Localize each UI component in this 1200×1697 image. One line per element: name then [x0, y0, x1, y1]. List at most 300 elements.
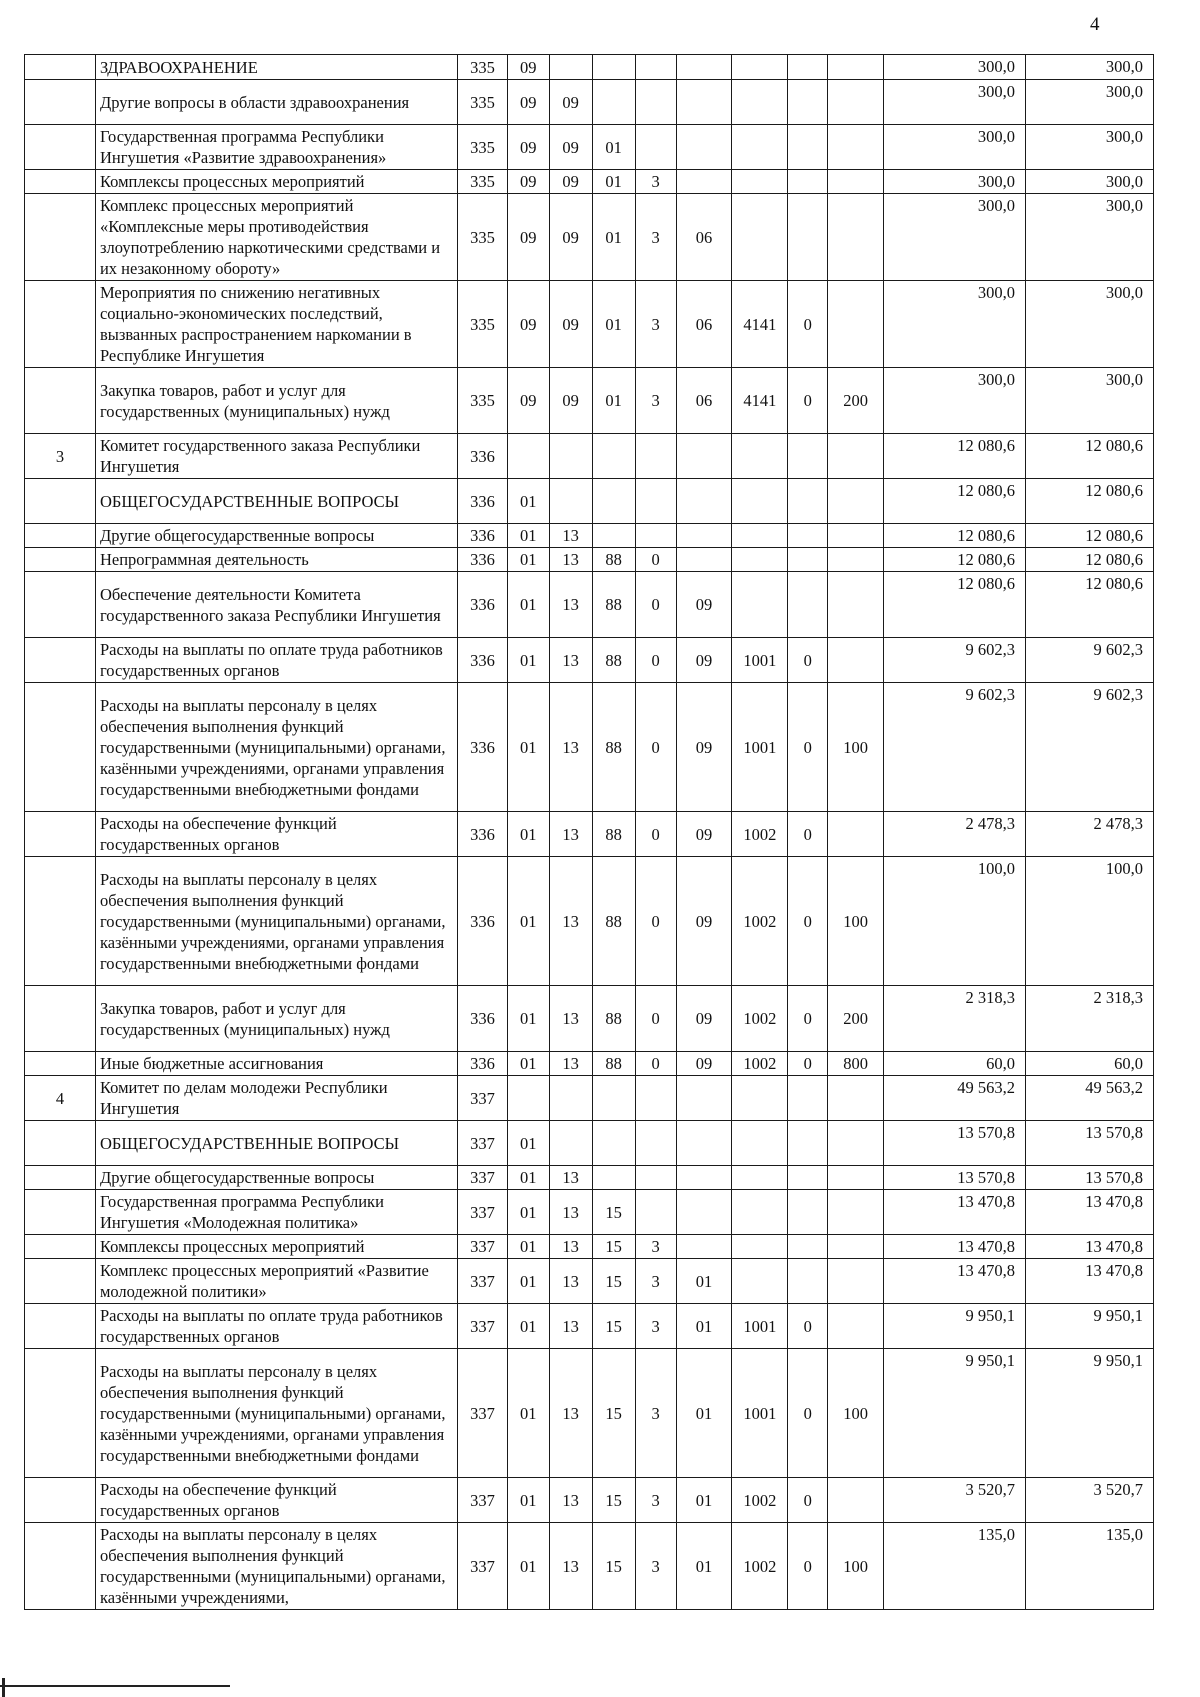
code-cell: 15: [592, 1523, 635, 1610]
amount-2: 2 478,3: [1025, 812, 1153, 857]
code-cell: [788, 479, 828, 524]
code-cell: 1002: [732, 1478, 788, 1523]
code-cell: [676, 479, 732, 524]
code-cell: 13: [549, 1052, 592, 1076]
code-cell: 13: [549, 812, 592, 857]
table-row: [25, 194, 1154, 281]
code-cell: 01: [676, 1259, 732, 1304]
code-cell: 09: [549, 80, 592, 125]
code-cell: 01: [592, 194, 635, 281]
row-name: Обеспечение деятельности Комитета государственного заказа Республики Ингушетия: [95, 572, 457, 638]
code-cell: [788, 170, 828, 194]
code-cell: [676, 548, 732, 572]
code-cell: [788, 572, 828, 638]
code-cell: 1001: [732, 1349, 788, 1478]
code-cell: 337: [458, 1166, 507, 1190]
row-name: Расходы на обеспечение функций государственных органов: [95, 812, 457, 857]
code-cell: 01: [592, 125, 635, 170]
code-cell: [635, 125, 676, 170]
code-cell: 13: [549, 986, 592, 1052]
code-cell: [676, 524, 732, 548]
code-cell: 09: [507, 125, 549, 170]
code-cell: [549, 434, 592, 479]
code-cell: [828, 524, 884, 548]
code-cell: 06: [676, 281, 732, 368]
code-cell: 1002: [732, 1523, 788, 1610]
table-row: [25, 812, 1154, 857]
amount-2: 13 570,8: [1025, 1121, 1153, 1166]
code-cell: [788, 55, 828, 80]
code-cell: 09: [507, 80, 549, 125]
code-cell: 1002: [732, 857, 788, 986]
amount-1: 300,0: [884, 194, 1026, 281]
code-cell: [828, 812, 884, 857]
code-cell: 13: [549, 1190, 592, 1235]
code-cell: 336: [458, 857, 507, 986]
code-cell: [592, 524, 635, 548]
code-cell: 15: [592, 1190, 635, 1235]
code-cell: [828, 1076, 884, 1121]
code-cell: 01: [507, 638, 549, 683]
table-row: [25, 524, 1154, 548]
row-index: [25, 125, 96, 170]
code-cell: 0: [788, 1304, 828, 1349]
table-row: [25, 170, 1154, 194]
scan-edge-line: [0, 1685, 230, 1687]
amount-1: 12 080,6: [884, 479, 1026, 524]
code-cell: [828, 1259, 884, 1304]
code-cell: 0: [788, 812, 828, 857]
row-index: [25, 812, 96, 857]
code-cell: [635, 1190, 676, 1235]
row-index: [25, 1523, 96, 1610]
row-name: Расходы на выплаты по оплате труда работников государственных органов: [95, 1304, 457, 1349]
code-cell: 3: [635, 1349, 676, 1478]
row-index: [25, 524, 96, 548]
code-cell: 335: [458, 55, 507, 80]
amount-1: 2 318,3: [884, 986, 1026, 1052]
code-cell: [732, 170, 788, 194]
row-name: Расходы на выплаты персоналу в целях обеспечения выполнения функций государственными (муниципальными) органами, казёнными учреждениями, органами управления государственными внебюджетными фондами: [95, 1349, 457, 1478]
code-cell: 13: [549, 548, 592, 572]
code-cell: [788, 434, 828, 479]
code-cell: 3: [635, 170, 676, 194]
code-cell: 337: [458, 1190, 507, 1235]
table-row: [25, 1121, 1154, 1166]
code-cell: [788, 548, 828, 572]
table-row: [25, 80, 1154, 125]
code-cell: [788, 524, 828, 548]
code-cell: 337: [458, 1121, 507, 1166]
table-row: [25, 1190, 1154, 1235]
code-cell: [676, 1190, 732, 1235]
code-cell: 0: [635, 548, 676, 572]
amount-1: 300,0: [884, 55, 1026, 80]
code-cell: 200: [828, 986, 884, 1052]
code-cell: 0: [788, 1349, 828, 1478]
code-cell: 01: [507, 572, 549, 638]
amount-1: 13 470,8: [884, 1259, 1026, 1304]
amount-1: 9 602,3: [884, 638, 1026, 683]
code-cell: [676, 1235, 732, 1259]
code-cell: 3: [635, 194, 676, 281]
amount-1: 300,0: [884, 368, 1026, 434]
code-cell: [732, 194, 788, 281]
code-cell: 88: [592, 812, 635, 857]
code-cell: [828, 572, 884, 638]
table-row: [25, 1076, 1154, 1121]
code-cell: 0: [635, 812, 676, 857]
row-name: Другие общегосударственные вопросы: [95, 1166, 457, 1190]
table-row: [25, 638, 1154, 683]
code-cell: 88: [592, 857, 635, 986]
code-cell: [828, 479, 884, 524]
code-cell: 337: [458, 1235, 507, 1259]
row-name: ЗДРАВООХРАНЕНИЕ: [95, 55, 457, 80]
table-row: [25, 1478, 1154, 1523]
table-row: [25, 1304, 1154, 1349]
code-cell: [732, 1166, 788, 1190]
table-row: [25, 281, 1154, 368]
code-cell: 09: [549, 170, 592, 194]
amount-2: 300,0: [1025, 170, 1153, 194]
amount-1: 2 478,3: [884, 812, 1026, 857]
code-cell: 13: [549, 1235, 592, 1259]
code-cell: 13: [549, 1478, 592, 1523]
code-cell: [592, 55, 635, 80]
code-cell: [635, 524, 676, 548]
code-cell: 1002: [732, 1052, 788, 1076]
code-cell: 100: [828, 683, 884, 812]
row-index: [25, 170, 96, 194]
amount-2: 12 080,6: [1025, 524, 1153, 548]
code-cell: [732, 1259, 788, 1304]
code-cell: [828, 80, 884, 125]
code-cell: 0: [788, 638, 828, 683]
amount-2: 9 602,3: [1025, 638, 1153, 683]
code-cell: [732, 1190, 788, 1235]
table-row: [25, 1166, 1154, 1190]
code-cell: [788, 1235, 828, 1259]
code-cell: 01: [507, 1304, 549, 1349]
page-number: 4: [1090, 14, 1100, 35]
table-row: [25, 857, 1154, 986]
table-row: [25, 1235, 1154, 1259]
code-cell: 336: [458, 1052, 507, 1076]
code-cell: 335: [458, 125, 507, 170]
code-cell: [676, 80, 732, 125]
code-cell: 09: [549, 125, 592, 170]
amount-1: 13 570,8: [884, 1121, 1026, 1166]
code-cell: [676, 125, 732, 170]
amount-1: 9 950,1: [884, 1349, 1026, 1478]
row-index: [25, 80, 96, 125]
amount-2: 13 470,8: [1025, 1190, 1153, 1235]
code-cell: 3: [635, 281, 676, 368]
code-cell: [788, 125, 828, 170]
code-cell: [732, 55, 788, 80]
code-cell: [635, 80, 676, 125]
code-cell: [592, 434, 635, 479]
row-index: [25, 1304, 96, 1349]
code-cell: 337: [458, 1076, 507, 1121]
amount-1: 9 950,1: [884, 1304, 1026, 1349]
amount-2: 9 950,1: [1025, 1304, 1153, 1349]
code-cell: 09: [507, 170, 549, 194]
code-cell: 335: [458, 170, 507, 194]
code-cell: 3: [635, 1304, 676, 1349]
code-cell: 0: [635, 683, 676, 812]
code-cell: 336: [458, 812, 507, 857]
code-cell: 88: [592, 548, 635, 572]
code-cell: 15: [592, 1478, 635, 1523]
code-cell: [676, 1166, 732, 1190]
code-cell: [732, 524, 788, 548]
code-cell: 13: [549, 1304, 592, 1349]
code-cell: 13: [549, 1259, 592, 1304]
amount-2: 3 520,7: [1025, 1478, 1153, 1523]
code-cell: [788, 1190, 828, 1235]
amount-2: 12 080,6: [1025, 479, 1153, 524]
code-cell: [676, 434, 732, 479]
code-cell: 15: [592, 1304, 635, 1349]
code-cell: 01: [507, 1478, 549, 1523]
row-index: 3: [25, 434, 96, 479]
code-cell: 09: [676, 638, 732, 683]
amount-2: 13 570,8: [1025, 1166, 1153, 1190]
amount-2: 12 080,6: [1025, 572, 1153, 638]
row-index: [25, 1349, 96, 1478]
code-cell: [592, 479, 635, 524]
code-cell: [635, 434, 676, 479]
row-index: [25, 986, 96, 1052]
code-cell: 01: [507, 857, 549, 986]
code-cell: 335: [458, 368, 507, 434]
code-cell: 13: [549, 572, 592, 638]
code-cell: [507, 434, 549, 479]
code-cell: [828, 55, 884, 80]
code-cell: 336: [458, 434, 507, 479]
code-cell: [592, 1121, 635, 1166]
amount-1: 13 570,8: [884, 1166, 1026, 1190]
code-cell: [732, 572, 788, 638]
amount-2: 2 318,3: [1025, 986, 1153, 1052]
amount-1: 12 080,6: [884, 572, 1026, 638]
code-cell: [676, 1076, 732, 1121]
code-cell: [828, 1121, 884, 1166]
code-cell: 337: [458, 1478, 507, 1523]
amount-2: 300,0: [1025, 281, 1153, 368]
amount-1: 60,0: [884, 1052, 1026, 1076]
code-cell: 336: [458, 683, 507, 812]
code-cell: [788, 80, 828, 125]
row-name: Другие общегосударственные вопросы: [95, 524, 457, 548]
code-cell: 13: [549, 524, 592, 548]
amount-2: 300,0: [1025, 125, 1153, 170]
code-cell: 4141: [732, 281, 788, 368]
row-name: Комитет государственного заказа Республики Ингушетия: [95, 434, 457, 479]
row-index: [25, 1166, 96, 1190]
code-cell: 3: [635, 1478, 676, 1523]
code-cell: [592, 1166, 635, 1190]
row-index: 4: [25, 1076, 96, 1121]
code-cell: [828, 434, 884, 479]
code-cell: 01: [507, 479, 549, 524]
code-cell: 15: [592, 1349, 635, 1478]
row-index: [25, 194, 96, 281]
code-cell: 01: [507, 524, 549, 548]
scan-edge-mark: [2, 1678, 5, 1697]
code-cell: 1001: [732, 1304, 788, 1349]
code-cell: 01: [507, 812, 549, 857]
table-row: [25, 683, 1154, 812]
code-cell: 01: [507, 1121, 549, 1166]
row-name: Комплексы процессных мероприятий: [95, 1235, 457, 1259]
code-cell: [592, 1076, 635, 1121]
amount-2: 100,0: [1025, 857, 1153, 986]
code-cell: 335: [458, 281, 507, 368]
row-name: Расходы на выплаты по оплате труда работников государственных органов: [95, 638, 457, 683]
row-name: Закупка товаров, работ и услуг для государственных (муниципальных) нужд: [95, 368, 457, 434]
code-cell: 09: [676, 986, 732, 1052]
code-cell: 3: [635, 1259, 676, 1304]
code-cell: [732, 80, 788, 125]
row-name: Государственная программа Республики Ингушетия «Развитие здравоохранения»: [95, 125, 457, 170]
code-cell: 13: [549, 683, 592, 812]
code-cell: [676, 1121, 732, 1166]
code-cell: 01: [507, 1190, 549, 1235]
amount-2: 60,0: [1025, 1052, 1153, 1076]
code-cell: 1002: [732, 812, 788, 857]
row-name: ОБЩЕГОСУДАРСТВЕННЫЕ ВОПРОСЫ: [95, 479, 457, 524]
code-cell: [549, 55, 592, 80]
code-cell: 335: [458, 194, 507, 281]
code-cell: 1002: [732, 986, 788, 1052]
code-cell: [732, 1235, 788, 1259]
code-cell: 336: [458, 986, 507, 1052]
code-cell: 3: [635, 1523, 676, 1610]
code-cell: 3: [635, 1235, 676, 1259]
amount-1: 49 563,2: [884, 1076, 1026, 1121]
code-cell: 0: [635, 638, 676, 683]
code-cell: 0: [788, 281, 828, 368]
code-cell: 01: [676, 1478, 732, 1523]
code-cell: [549, 479, 592, 524]
amount-1: 12 080,6: [884, 548, 1026, 572]
code-cell: [828, 1166, 884, 1190]
table-row: [25, 548, 1154, 572]
table-row: [25, 1523, 1154, 1610]
code-cell: 09: [676, 683, 732, 812]
table-row: [25, 572, 1154, 638]
code-cell: 06: [676, 368, 732, 434]
code-cell: 88: [592, 986, 635, 1052]
code-cell: [828, 1478, 884, 1523]
code-cell: [788, 1166, 828, 1190]
code-cell: 0: [635, 986, 676, 1052]
code-cell: 13: [549, 1166, 592, 1190]
code-cell: 0: [788, 986, 828, 1052]
table-row: [25, 1259, 1154, 1304]
amount-1: 300,0: [884, 80, 1026, 125]
amount-2: 9 950,1: [1025, 1349, 1153, 1478]
code-cell: 13: [549, 857, 592, 986]
amount-2: 49 563,2: [1025, 1076, 1153, 1121]
row-name: Расходы на выплаты персоналу в целях обеспечения выполнения функций государственными (муниципальными) органами, казёнными учреждениями,: [95, 1523, 457, 1610]
code-cell: [507, 1076, 549, 1121]
code-cell: 100: [828, 1349, 884, 1478]
row-index: [25, 1052, 96, 1076]
row-index: [25, 1259, 96, 1304]
code-cell: 4141: [732, 368, 788, 434]
row-index: [25, 1121, 96, 1166]
code-cell: 800: [828, 1052, 884, 1076]
row-name: Государственная программа Республики Ингушетия «Молодежная политика»: [95, 1190, 457, 1235]
code-cell: 88: [592, 638, 635, 683]
amount-2: 300,0: [1025, 368, 1153, 434]
code-cell: 09: [676, 857, 732, 986]
code-cell: 3: [635, 368, 676, 434]
code-cell: [828, 125, 884, 170]
code-cell: [549, 1121, 592, 1166]
amount-2: 13 470,8: [1025, 1235, 1153, 1259]
code-cell: 0: [788, 368, 828, 434]
code-cell: [788, 1259, 828, 1304]
code-cell: 335: [458, 80, 507, 125]
code-cell: [676, 55, 732, 80]
row-name: ОБЩЕГОСУДАРСТВЕННЫЕ ВОПРОСЫ: [95, 1121, 457, 1166]
code-cell: [828, 638, 884, 683]
code-cell: 01: [676, 1349, 732, 1478]
row-index: [25, 548, 96, 572]
row-name: Иные бюджетные ассигнования: [95, 1052, 457, 1076]
amount-2: 135,0: [1025, 1523, 1153, 1610]
code-cell: 337: [458, 1523, 507, 1610]
code-cell: 200: [828, 368, 884, 434]
code-cell: [828, 1235, 884, 1259]
code-cell: [828, 548, 884, 572]
amount-2: 12 080,6: [1025, 434, 1153, 479]
code-cell: 01: [507, 1259, 549, 1304]
amount-1: 12 080,6: [884, 524, 1026, 548]
code-cell: 09: [676, 1052, 732, 1076]
code-cell: [676, 170, 732, 194]
code-cell: 0: [788, 683, 828, 812]
row-index: [25, 479, 96, 524]
code-cell: 09: [507, 368, 549, 434]
amount-1: 100,0: [884, 857, 1026, 986]
code-cell: 88: [592, 1052, 635, 1076]
amount-1: 135,0: [884, 1523, 1026, 1610]
code-cell: [788, 194, 828, 281]
code-cell: 09: [676, 572, 732, 638]
code-cell: 336: [458, 524, 507, 548]
code-cell: [635, 1121, 676, 1166]
row-name: Непрограммная деятельность: [95, 548, 457, 572]
code-cell: [732, 1076, 788, 1121]
amount-1: 300,0: [884, 170, 1026, 194]
amount-1: 13 470,8: [884, 1190, 1026, 1235]
code-cell: 337: [458, 1259, 507, 1304]
code-cell: [732, 1121, 788, 1166]
code-cell: [732, 434, 788, 479]
code-cell: 0: [635, 857, 676, 986]
code-cell: 01: [507, 1166, 549, 1190]
code-cell: 01: [676, 1304, 732, 1349]
code-cell: 01: [592, 281, 635, 368]
amount-1: 300,0: [884, 125, 1026, 170]
row-index: [25, 281, 96, 368]
